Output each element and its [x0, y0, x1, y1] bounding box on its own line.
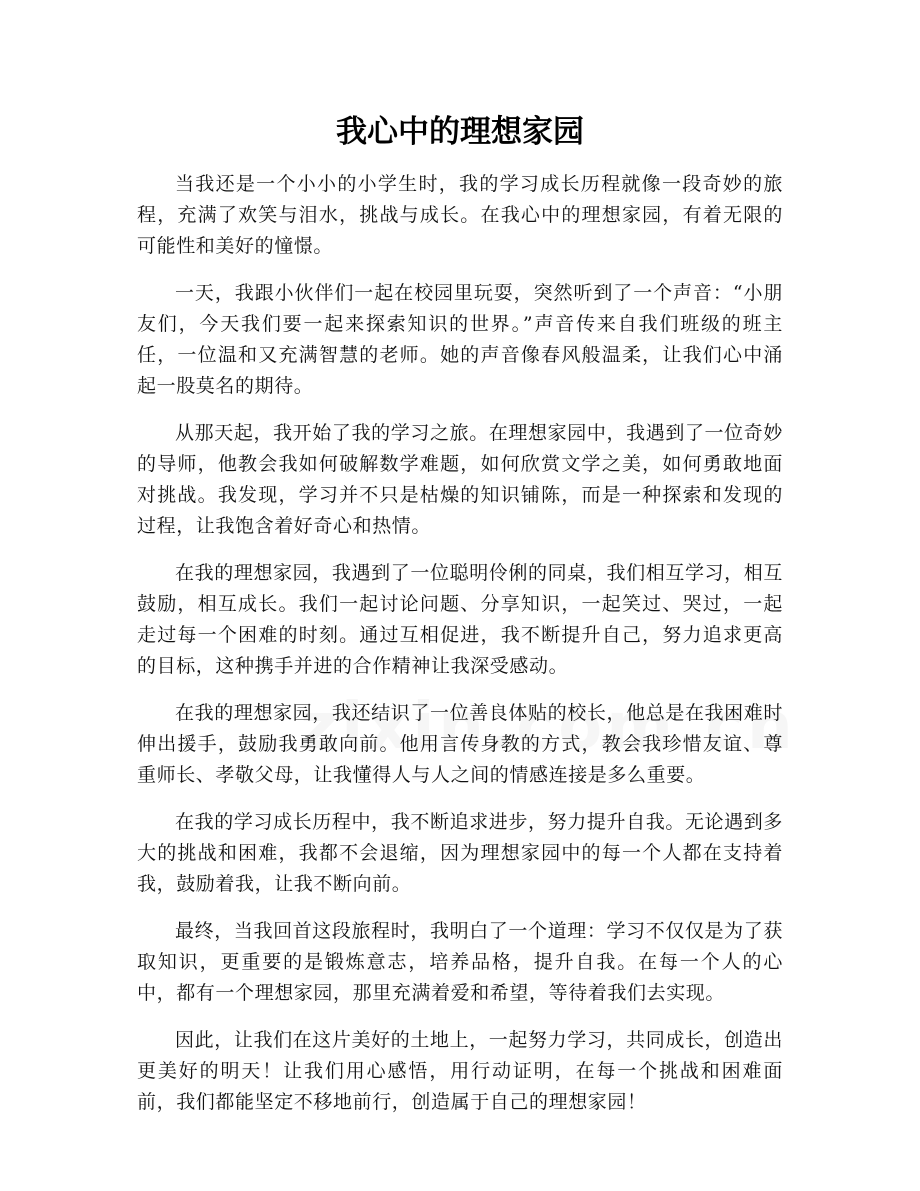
document-body [137, 169, 783, 1134]
paragraph: 因此，让我们在这片美好的土地上，一起努力学习，共同成长，创造出更美好的明天！让我们用心感悟，用行动证明，在每一个挑战和困难面前，我们都能坚定不移地前行，创造属于自己的理想家园！ [137, 1029, 783, 1113]
paragraph: 最终，当我回首这段旅程时，我明白了一个道理：学习不仅仅是为了获取知识，更重要的是锻炼意志，培养品格，提升自我。在每一个人的心中，都有一个理想家园，那里充满着爱和希望，等待着我们去实现。 [137, 920, 783, 1004]
paragraph: 在我的理想家园，我遇到了一位聪明伶俐的同桌，我们相互学习，相互鼓励，相互成长。我们一起讨论问题、分享知识，一起笑过、哭过，一起走过每一个困难的时刻。通过互相促进，我不断提升自己，努力追求更高的目标，这种携手并进的合作精神让我深受感动。 [137, 562, 783, 677]
paragraph: 在我的学习成长历程中，我不断追求进步，努力提升自我。无论遇到多大的挑战和困难，我都不会退缩，因为理想家园中的每一个人都在支持着我，鼓励着我，让我不断向前。 [137, 811, 783, 895]
document-title: 我心中的理想家园 [336, 114, 584, 150]
paragraph: 当我还是一个小小的小学生时，我的学习成长历程就像一段奇妙的旅程，充满了欢笑与泪水，挑战与成长。在我心中的理想家园，有着无限的可能性和美好的憧憬。 [137, 173, 783, 257]
paragraph: 在我的理想家园，我还结识了一位善良体贴的校长，他总是在我困难时伸出援手，鼓励我勇敢向前。他用言传身教的方式，教会我珍惜友谊、尊重师长、孝敬父母，让我懂得人与人之间的情感连接是多么重要。 [137, 702, 783, 786]
paragraph: 从那天起，我开始了我的学习之旅。在理想家园中，我遇到了一位奇妙的导师，他教会我如何破解数学难题，如何欣赏文学之美，如何勇敢地面对挑战。我发现，学习并不只是枯燥的知识铺陈，而是一种探索和发现的过程，让我饱含着好奇心和热情。 [137, 422, 783, 537]
paragraph: 一天，我跟小伙伴们一起在校园里玩耍，突然听到了一个声音：“小朋友们，今天我们要一起来探索知识的世界。”声音传来自我们班级的班主任，一位温和又充满智慧的老师。她的声音像春风般温柔，让我们心中涌起一股莫名的期待。 [137, 282, 783, 397]
